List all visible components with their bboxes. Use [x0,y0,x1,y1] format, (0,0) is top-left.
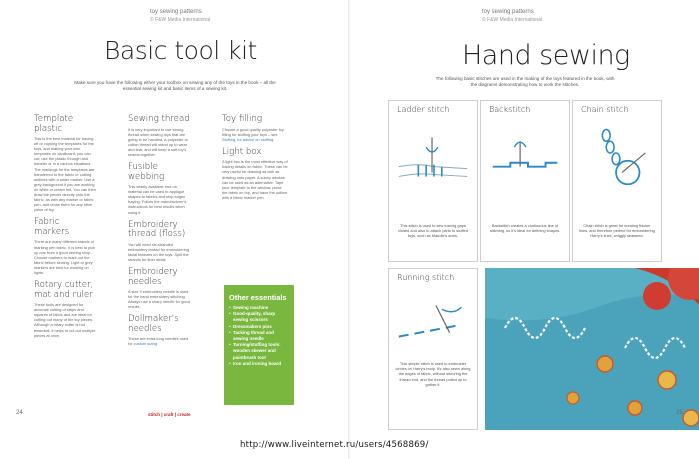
stitch-description: Backstitch creates a continuous line of stitching, so it's ideal for defining shapes. [489,223,561,234]
ladder-stitch-card [388,100,478,262]
stuffing-link[interactable]: Stuffing, for advice on stuffing. [222,136,275,142]
list-item: • Turning/stuffing tools: wooden skewer and paintbrush tool [229,342,289,361]
left-intro: Make sure you have the following either your toolbox on sewing any of the toys in the book – all the essential sewing kit and basic items of a sewing kit. [74,80,276,91]
section-text [222,127,288,142]
section-text: This is the best material for tracing off or copying the templates for the toys, and making your own templates on cardboard, you can cut, use the plastic through and transfer or in a various situations. The markings for the templates are transferred to the fabric or cutting outlines with a water marker. Use a grey background if you are working on white or cream felt. You can then draw the pieces directly onto the fabric, as with any marker or fabric pen, and reuse them for any other piece of toy. [34,136,96,213]
right-running-head-copyright: © F&W Media International [482,17,543,23]
toy-photo-illustration [485,268,699,430]
stitch-name: Backstitch [489,105,531,114]
list-item: • Tacking thread and sewing needle [229,330,289,342]
section-text: There are many different brands of marking pen fabric. It is best to pick up one from a good sewing shop. Choose markers to mark out the fabric before sewing. Light or grey markers are best for working on lights. [34,239,95,275]
left-column-2 [128,115,190,353]
left-column-3 [222,115,288,206]
section-heading: Rotary cutter, mat and ruler [34,280,94,300]
section-template-plastic [34,115,96,212]
left-column-1 [34,115,96,344]
running-stitch-diagram [389,285,477,355]
section-text: This widely available iron-on material can be used to appliqué shapes to fabrics and stop edges fraying. Follow the manufacturer's instructions for best results when using it. [128,184,187,215]
section-rotary-cutter [34,281,96,338]
left-running-head-title: toy sewing patterns [150,9,202,15]
backstitch-diagram [481,117,569,187]
section-heading: Embroidery needles [128,267,178,287]
section-fabric-markers [34,218,96,275]
backstitch-card [480,100,570,262]
section-dollmakers-needles [128,315,190,346]
section-text: A size 9 embroidery needle is used for the hand embroidery stitching. Always use a sharp needle for good results. [128,289,190,310]
chain-stitch-diagram [573,117,661,187]
section-text: These tools are designed for accurate cutting of strips and squares of fabric and are ideal for cutting out many of the toy pieces. Although a rotary cutter is not essential, it helps to cut out multiple pieces at once. [34,302,96,338]
stitch-name: Running stitch [397,273,455,282]
other-essentials-box [224,285,294,405]
left-running-head [150,8,210,24]
section-sewing-thread [128,115,190,157]
stitch-description: Chain stitch is great for creating thicker lines, and therefore perfect for embroidering Harry's lines, wriggly seaweed. [579,223,655,239]
section-heading: Fusible webbing [128,162,165,182]
section-light-box [222,148,288,200]
custom-sizing-link[interactable]: custom sizing [133,341,158,347]
left-page [0,0,349,459]
left-footer-strap: stitch | craft | create [148,412,191,417]
right-page-number: 25 [676,410,683,416]
section-text: A light box is the most effective way of tracing details on fabric. These can be very useful for drawing as well as drawing onto paper. A sunny window can be used as an alternative. Tape your template to the window, place the fabric on top, and trace the outline with a fabric marker pen. [222,159,288,200]
watermark-url: http://www.liveinternet.ru/users/4568869/ [240,440,429,450]
left-page-title: Basic tool kit [104,36,257,65]
right-page-title: Hand sewing [462,40,630,71]
stitch-description: This simple stitch is used to embroider circles on Harry's body. It's also sewn along the edges of fabric, without securing the thread end, and the thread pulled up to gather it. [395,361,471,387]
section-text-body: These are extra-long needles used for [128,336,189,347]
section-text-body: Choose a good quality polyester toy filling for stuffing your toys – see [222,126,284,137]
section-text: You will need six-stranded embroidery thread for embroidering facial features on the toys. Split the strands for finer detail. [128,241,189,262]
left-page-number: 24 [16,410,23,416]
stitch-description: This stitch is used to sew turning gaps closed and also to attach parts to stuffed toys, such as Maudie's arms. [398,223,468,239]
ladder-stitch-diagram [389,117,477,187]
section-heading: Sewing thread [128,114,190,124]
running-stitch-card [388,268,478,430]
right-intro: The following basic stitches are used in the making of the toys featured in the book, with the diagrams demonstrating how to work the stitches. [435,76,615,87]
section-text [128,336,190,346]
stitch-name: Ladder stitch [397,105,450,114]
right-running-head-title: toy sewing patterns [482,9,534,15]
other-essentials-list [229,305,289,367]
section-heading: Template plastic [34,114,74,134]
chain-stitch-card [572,100,662,262]
other-essentials-title: Other essentials [229,293,287,302]
left-running-head-copyright: © F&W Media International [150,17,211,23]
section-text: It is very important to use strong thread when sewing toys that are going to be handled. A polyester or cotton thread will stand up to wear and tear, and will keep a soft toy's seams together. [128,126,188,157]
list-item: • Sewing machine [229,305,289,311]
section-toy-filling [222,115,288,142]
section-heading: Dollmaker's needles [128,314,179,334]
section-heading: Light box [222,146,262,157]
toy-photo [485,268,699,430]
right-running-head [482,8,542,24]
section-heading: Toy filling [222,114,263,124]
section-embroidery-needles [128,268,190,309]
list-item: • Good-quality, sharp sewing scissors [229,311,289,323]
list-item: • Iron and ironing board [229,361,289,367]
list-item: • Dressmakers pins [229,324,289,330]
section-heading: Fabric markers [34,217,70,237]
right-page [350,0,699,459]
section-heading: Embroidery thread (floss) [128,219,186,240]
section-embroidery-thread [128,221,190,262]
stitch-name: Chain stitch [581,105,629,114]
section-fusible-webbing [128,163,190,215]
